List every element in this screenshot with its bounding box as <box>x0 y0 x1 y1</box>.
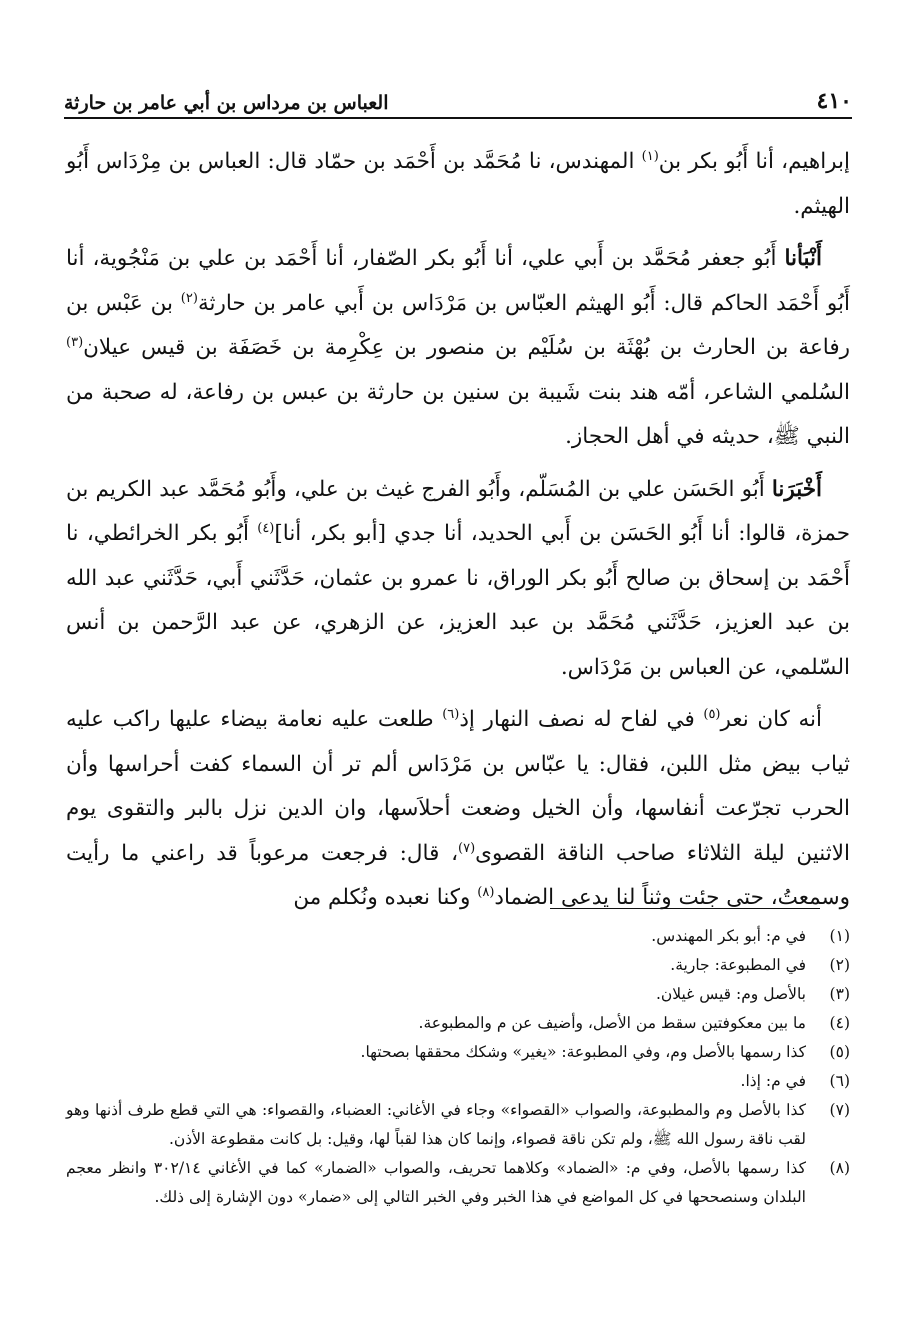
text-run: إبراهيم، أنا أَبُو بكر بن <box>658 149 850 174</box>
footnote <box>66 1009 850 1038</box>
footnote-text: كذا بالأصل وم والمطبوعة، والصواب «القصواء» وجاء في الأغاني: العضباء، والقصواء: هي التي قطع طرف أذنها وهو لقب ناقة رسول الله ﷺ، ولم تكن ناقة قصواء، وإنما كان هذا لقباً لها، وقيل: بل كانت مقطوعة الأذن. <box>66 1101 806 1148</box>
footnote-ref: (٧) <box>458 840 476 856</box>
footnote-text: كذا رسمها بالأصل وم، وفي المطبوعة: «يغير» وشكك محققها بصحتها. <box>360 1043 806 1061</box>
paragraph-lead-word: أَخْبَرَنا <box>771 476 822 502</box>
footnotes <box>66 922 850 1212</box>
footnote-text: في م: أبو بكر المهندس. <box>651 927 806 945</box>
footnote-ref: (٦) <box>442 706 460 722</box>
footnote-ref: (١) <box>641 148 659 164</box>
footnote-text: ما بين معكوفتين سقط من الأصل، وأضيف عن م والمطبوعة. <box>418 1014 806 1032</box>
footnote-ref: (٨) <box>477 884 495 900</box>
footnote-number: (١) <box>829 927 850 945</box>
running-title: العباس بن مرداس بن أبي عامر بن حارثة <box>64 92 389 114</box>
text-run: طلعت عليه نعامة بيضاء عليها راكب عليه ثياب بيض مثل اللبن، فقال: يا عبّاس بن مَرْدَاس ألم تر أن السماء كفت أحراسها وأن الحرب تجرّعت أنفاسها، وأن الخيل وضعت أحلاَسها، وان الدين نزل بالبر والتقوى يوم الاثنين ليلة الثلاثاء صاحب الناقة القصوى <box>66 707 850 866</box>
paragraph-1 <box>66 140 850 229</box>
paragraph-lead-word: أَنْبَأنا <box>784 246 822 271</box>
text-run: ، قال: فرجعت مرعوباً قد راعني ما رأيت وسمعتُ، حتى جئت وثناً لنا يدعى الضماد <box>66 840 850 910</box>
footnote-text: كذا رسمها بالأصل، وفي م: «الضماد» وكلاهما تحريف، والصواب «الضمار» كما في الأغاني ٣٠٢/١٤ وانظر معجم البلدان وسنصححها في كل المواضع في هذا الخبر وفي الخبر التالي إلى «ضمار» دون الإشارة إلى ذلك. <box>66 1159 806 1206</box>
paragraph-2 <box>66 237 850 460</box>
text-run: السُلمي الشاعر، أمّه هند بنت شَيبة بن سنين بن حارثة بن عبس بن رفاعة، له صحبة من النبي ﷺ، حديثه في أهل الحجاز. <box>66 379 850 449</box>
text-run: أَبُو جعفر مُحَمَّد بن أَبي علي، أنا أَبُو بكر الصّفار، أنا أَحْمَد بن علي بن مَنْجُوية، أنا أَبُو أَحْمَد الحاكم قال: أَبُو الهيثم العبّاس بن مَرْدَاس بن أَبي عامر بن حارثة <box>66 246 850 316</box>
text-run: المهندس، نا مُحَمَّد بن أَحْمَد بن حمّاد قال: العباس بن مِرْدَاس أَبُو الهيثم. <box>66 149 850 219</box>
footnote-number: (٣) <box>829 985 850 1003</box>
footnote <box>66 922 850 951</box>
page-number: ٤١٠ <box>816 88 852 114</box>
footnote-ref: (٥) <box>703 706 721 722</box>
header-rule <box>64 117 852 119</box>
footnote <box>66 1067 850 1096</box>
text-run: أَبُو بكر الخرائطي، نا أَحْمَد بن إسحاق بن صالح أَبُو بكر الوراق، نا عمرو بن عثمان، حَدَّثَني أَبي، حَدَّثَني عبد الله بن عبد العزيز، حَدَّثَني مُحَمَّد بن عبد العزيز، عن الزهري، عن عبد الرَّحمن بن أنس السّلمي، عن العباس بن مَرْدَاس. <box>66 521 850 680</box>
footnote-number: (٧) <box>829 1101 850 1119</box>
footnote <box>66 1038 850 1067</box>
footnote-ref: (٤) <box>257 520 275 536</box>
footnote-separator <box>550 908 820 909</box>
footnote-ref: (٣) <box>66 334 84 350</box>
footnote-text: في م: إذا. <box>740 1072 806 1090</box>
text-run: أَبُو الحَسَن علي بن المُسَلّم، وأَبُو الفرج غيث بن علي، وأَبُو مُحَمَّد عبد الكريم بن حمزة، قالوا: أنا أَبُو الحَسَن بن أَبي الحديد، أنا جدي [أبو بكر، أنا] <box>66 476 850 546</box>
text-run: وكنا نعبده ونُكلم من <box>293 885 478 910</box>
footnote-text: بالأصل وم: قيس غيلان. <box>655 985 806 1003</box>
text-run: أنه كان نعر <box>720 707 822 732</box>
text-run: في لفاح له نصف النهار إذ <box>459 707 704 732</box>
footnote-number: (٤) <box>829 1014 850 1032</box>
footnote-number: (٥) <box>829 1043 850 1061</box>
footnote <box>66 1096 850 1154</box>
footnote-number: (٦) <box>829 1072 850 1090</box>
paragraph-4 <box>66 698 850 921</box>
page-header <box>64 84 852 114</box>
footnote-text: في المطبوعة: جارية. <box>670 956 806 974</box>
footnote-number: (٨) <box>829 1159 850 1177</box>
main-text <box>66 140 850 921</box>
footnote <box>66 951 850 980</box>
paragraph-3 <box>66 468 850 691</box>
footnote <box>66 980 850 1009</box>
text-run: بن عَبْس بن رفاعة بن الحارث بن بُهْثَة بن سُلَيْم بن منصور بن عِكْرِمة بن خَصَفَة بن قيس عيلان <box>66 290 850 360</box>
footnote-number: (٢) <box>829 956 850 974</box>
footnote <box>66 1154 850 1212</box>
footnote-ref: (٢) <box>180 290 198 306</box>
